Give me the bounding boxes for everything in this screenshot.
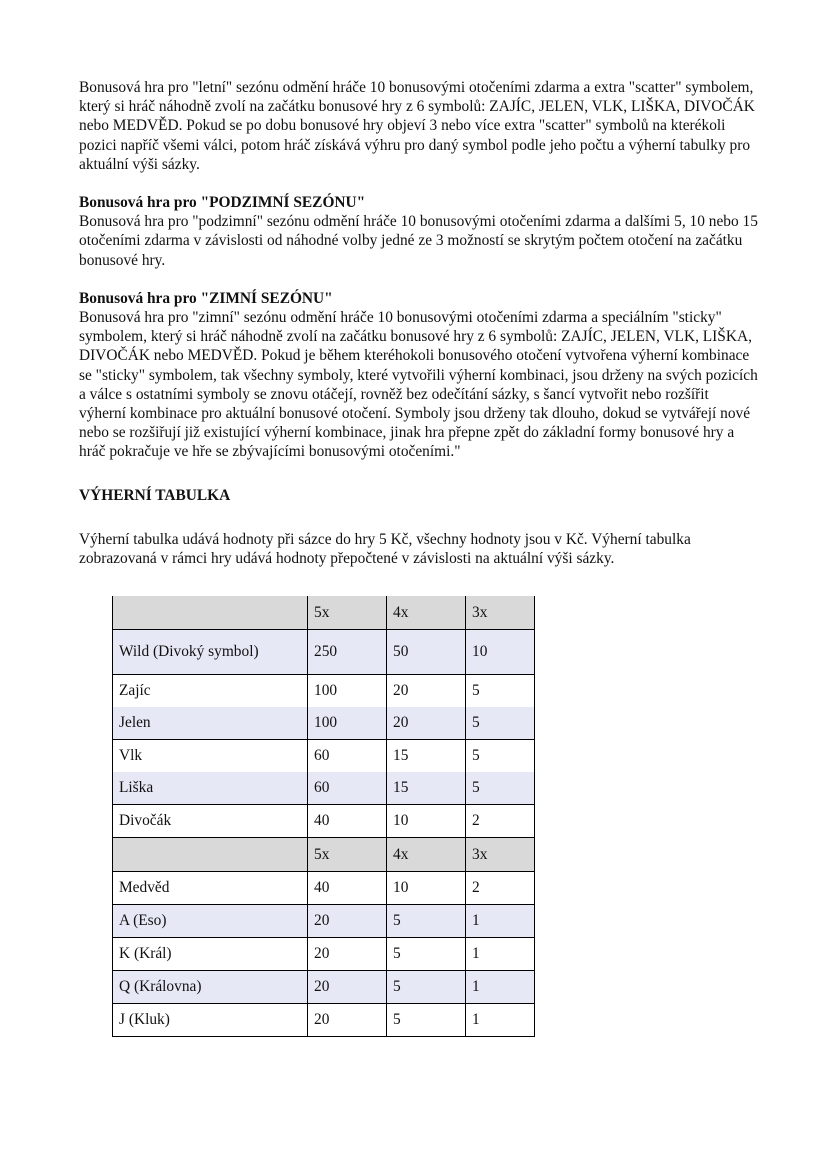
table-row (113, 740, 535, 773)
winter-bonus-heading: Bonusová hra pro "ZIMNÍ SEZÓNU" (79, 289, 333, 307)
symbol-cell: A (Eso) (113, 905, 308, 938)
value-5x-cell: 20 (308, 971, 387, 1004)
symbol-cell: Medvěd (113, 872, 308, 905)
value-4x-cell: 15 (387, 740, 466, 773)
table-row (113, 905, 535, 938)
value-3x-cell: 1 (466, 971, 535, 1004)
value-3x-cell: 2 (466, 805, 535, 838)
document-page (79, 78, 759, 587)
table-row (113, 707, 535, 740)
table-row (113, 630, 535, 675)
header-cell-symbol (113, 838, 308, 872)
table-row (113, 675, 535, 708)
value-3x-cell: 2 (466, 872, 535, 905)
table-row (113, 805, 535, 838)
value-3x-cell: 5 (466, 707, 535, 740)
value-3x-cell: 5 (466, 675, 535, 708)
value-5x-cell: 250 (308, 630, 387, 675)
value-3x-cell: 1 (466, 938, 535, 971)
symbol-cell: Wild (Divoký symbol) (113, 630, 308, 675)
symbol-cell: K (Král) (113, 938, 308, 971)
winter-bonus-paragraph: Bonusová hra pro "zimní" sezónu odmění hráče 10 bonusovými otočeními zdarma a speciálním "sticky" symbolem, který si hráč náhodně zvolí na začátku bonusové hry z 6 symbolů: ZAJÍC, JELEN, VLK, LIŠKA, DIVOČÁK nebo MEDVĚD. Pokud je během kteréhokoli bonusového otočení vytvořena výherní kombinace se "sticky" symbolem, tak všechny symboly, které vytvořili výherní kombinaci, jsou drženy na svých pozicích a válce s ostatními symboly se znovu otáčejí, rovněž bez odečítání sázky, s šancí vytvořit nebo rozšířit výherní kombinace pro aktuální bonusové otočení. Symboly jsou drženy tak dlouho, dokud se vytvářejí nové nebo se rozšiřují již existující výherní kombinace, jinak hra přepne zpět do základní formy bonusové hry a hráč pokračuje ve hře se zbývajícími bonusovými otočeními." (79, 309, 758, 461)
table-row (113, 938, 535, 971)
symbol-cell: Vlk (113, 740, 308, 773)
value-4x-cell: 50 (387, 630, 466, 675)
value-5x-cell: 40 (308, 872, 387, 905)
value-5x-cell: 60 (308, 740, 387, 773)
symbol-cell: Liška (113, 772, 308, 805)
value-3x-cell: 5 (466, 772, 535, 805)
table-row (113, 772, 535, 805)
value-4x-cell: 20 (387, 707, 466, 740)
value-4x-cell: 15 (387, 772, 466, 805)
symbol-cell: Q (Královna) (113, 971, 308, 1004)
value-4x-cell: 5 (387, 938, 466, 971)
value-5x-cell: 60 (308, 772, 387, 805)
header-cell-4x: 4x (387, 596, 466, 630)
value-3x-cell: 5 (466, 740, 535, 773)
value-4x-cell: 5 (387, 905, 466, 938)
summer-bonus-paragraph: Bonusová hra pro "letní" sezónu odmění hráče 10 bonusovými otočeními zdarma a extra "scatter" symbolem, který si hráč náhodně zvolí na začátku bonusové hry z 6 symbolů: ZAJÍC, JELEN, VLK, LIŠKA, DIVOČÁK nebo MEDVĚD. Pokud se po dobu bonusové hry objeví 3 nebo více extra "scatter" symbolů na kterékoli pozici napříč všemi válci, potom hráč získává výhru pro daný symbol podle jeho počtu a výherní tabulky pro aktuální výši sázky. (79, 79, 755, 173)
value-4x-cell: 5 (387, 1004, 466, 1037)
header-cell-symbol (113, 596, 308, 630)
table-row (113, 971, 535, 1004)
table-header-row (113, 596, 535, 630)
value-5x-cell: 20 (308, 905, 387, 938)
value-5x-cell: 20 (308, 1004, 387, 1037)
paytable-intro-paragraph: Výherní tabulka udává hodnoty při sázce do hry 5 Kč, všechny hodnoty jsou v Kč. Výherní tabulka zobrazovaná v rámci hry udává hodnoty přepočtené v závislosti na aktuální výši sázky. (79, 530, 691, 568)
value-3x-cell: 1 (466, 1004, 535, 1037)
header-cell-5x: 5x (308, 596, 387, 630)
header-cell-5x: 5x (308, 838, 387, 872)
symbol-cell: J (Kluk) (113, 1004, 308, 1037)
value-4x-cell: 10 (387, 872, 466, 905)
value-5x-cell: 100 (308, 675, 387, 708)
symbol-cell: Divočák (113, 805, 308, 838)
value-5x-cell: 40 (308, 805, 387, 838)
symbol-cell: Jelen (113, 707, 308, 740)
value-4x-cell: 5 (387, 971, 466, 1004)
value-3x-cell: 1 (466, 905, 535, 938)
paytable-heading: VÝHERNÍ TABULKA (79, 486, 231, 504)
paytable (112, 596, 535, 1037)
value-3x-cell: 10 (466, 630, 535, 675)
table-subheader-row (113, 838, 535, 872)
header-cell-3x: 3x (466, 596, 535, 630)
autumn-bonus-paragraph: Bonusová hra pro "podzimní" sezónu odmění hráče 10 bonusovými otočeními zdarma a dalšími 5, 10 nebo 15 otočeními zdarma v závislosti od náhodné volby jedné ze 3 možností se skrytým počtem otočení na začátku bonusové hry. (79, 213, 758, 269)
autumn-bonus-heading: Bonusová hra pro "PODZIMNÍ SEZÓNU" (79, 194, 366, 212)
symbol-cell: Zajíc (113, 675, 308, 708)
table-row (113, 1004, 535, 1037)
header-cell-4x: 4x (387, 838, 466, 872)
value-4x-cell: 20 (387, 675, 466, 708)
value-5x-cell: 20 (308, 938, 387, 971)
table-row (113, 872, 535, 905)
value-5x-cell: 100 (308, 707, 387, 740)
value-4x-cell: 10 (387, 805, 466, 838)
header-cell-3x: 3x (466, 838, 535, 872)
